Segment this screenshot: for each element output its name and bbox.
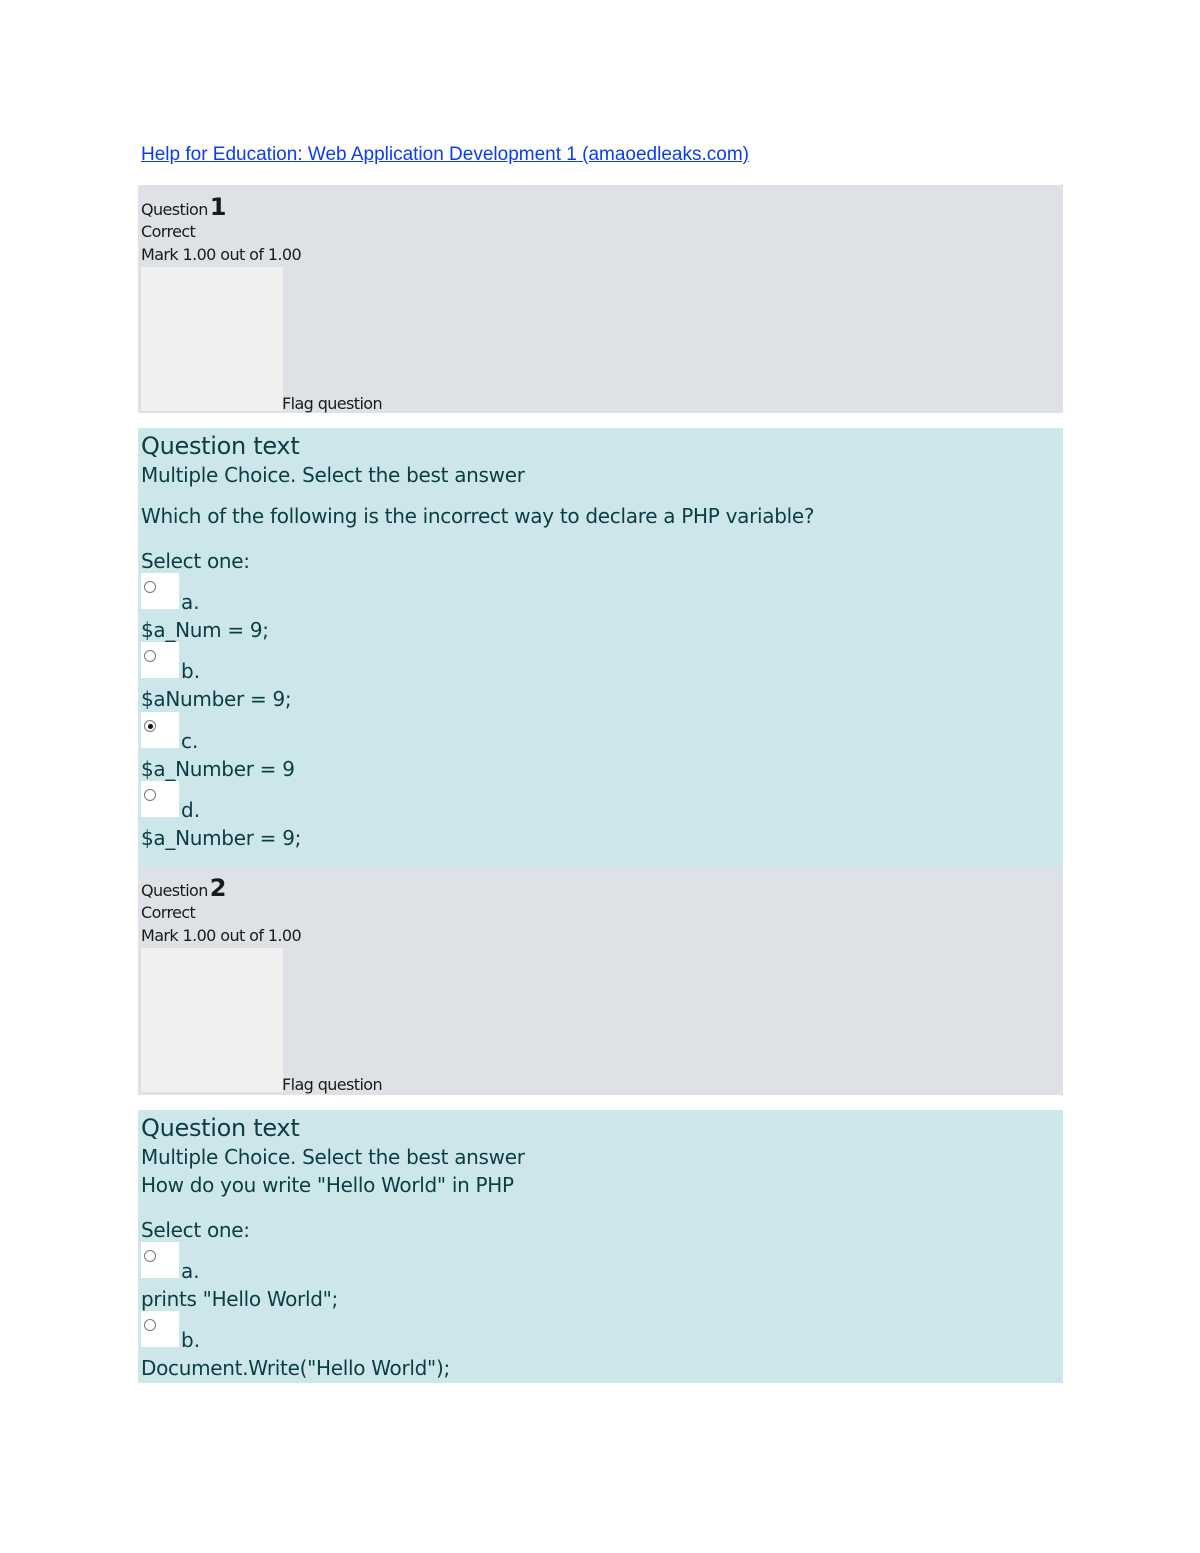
q2-option-b-radio[interactable] <box>144 1319 156 1331</box>
option-d-radio[interactable] <box>144 789 156 801</box>
question-2-mark: Mark 1.00 out of 1.00 <box>141 926 302 945</box>
question-2-select-label: Select one: <box>141 1218 250 1242</box>
flag-question-2-icon[interactable] <box>141 948 283 1092</box>
q2-option-a-letter: a. <box>181 1259 200 1283</box>
option-c-letter: c. <box>181 729 199 753</box>
q2-option-a-radio[interactable] <box>144 1250 156 1262</box>
q2-option-a-text[interactable]: prints "Hello World"; <box>141 1287 338 1311</box>
question-1-instruction: Multiple Choice. Select the best answer <box>141 463 525 487</box>
flag-question-1-icon[interactable] <box>141 267 283 411</box>
q2-option-b-slot[interactable] <box>141 1311 179 1347</box>
question-1-select-label: Select one: <box>141 549 250 573</box>
question-2-prompt: How do you write "Hello World" in PHP <box>141 1173 514 1197</box>
question-1-state: Correct <box>141 222 196 241</box>
question-2-state: Correct <box>141 903 196 922</box>
option-d-slot[interactable] <box>141 781 179 817</box>
option-b-radio[interactable] <box>144 650 156 662</box>
question-2-instruction: Multiple Choice. Select the best answer <box>141 1145 525 1169</box>
question-2-text-title: Question text <box>141 1114 300 1142</box>
q2-option-b-text[interactable]: Document.Write("Hello World"); <box>141 1356 450 1380</box>
question-2-content <box>138 1110 1063 1383</box>
option-b-slot[interactable] <box>141 642 179 678</box>
question-2-label: Question2 <box>141 874 227 902</box>
question-1-info <box>138 185 1063 413</box>
option-a-radio[interactable] <box>144 581 156 593</box>
question-1-number: 1 <box>209 193 227 221</box>
question-2-number: 2 <box>209 874 227 902</box>
option-c-text[interactable]: $a_Number = 9 <box>141 757 295 781</box>
option-a-letter: a. <box>181 590 200 614</box>
option-c-radio-selected[interactable] <box>144 720 156 732</box>
source-link[interactable]: Help for Education: Web Application Development 1 (amaoedleaks.com) <box>141 144 749 165</box>
question-1-prompt: Which of the following is the incorrect way to declare a PHP variable? <box>141 504 815 528</box>
question-1-content <box>138 428 1063 866</box>
option-b-letter: b. <box>181 659 201 683</box>
flag-question-1-button[interactable]: Flag question <box>282 394 383 413</box>
option-b-text[interactable]: $aNumber = 9; <box>141 687 292 711</box>
q2-option-b-letter: b. <box>181 1328 201 1352</box>
question-1-mark: Mark 1.00 out of 1.00 <box>141 245 302 264</box>
option-a-slot[interactable] <box>141 573 179 609</box>
option-d-text[interactable]: $a_Number = 9; <box>141 826 302 850</box>
flag-question-2-button[interactable]: Flag question <box>282 1075 383 1094</box>
option-a-text[interactable]: $a_Num = 9; <box>141 618 269 642</box>
question-2-info <box>138 866 1063 1095</box>
option-c-slot[interactable] <box>141 712 179 748</box>
option-d-letter: d. <box>181 798 201 822</box>
question-1-text-title: Question text <box>141 432 300 460</box>
question-1-label: Question1 <box>141 193 227 221</box>
q2-option-a-slot[interactable] <box>141 1242 179 1278</box>
